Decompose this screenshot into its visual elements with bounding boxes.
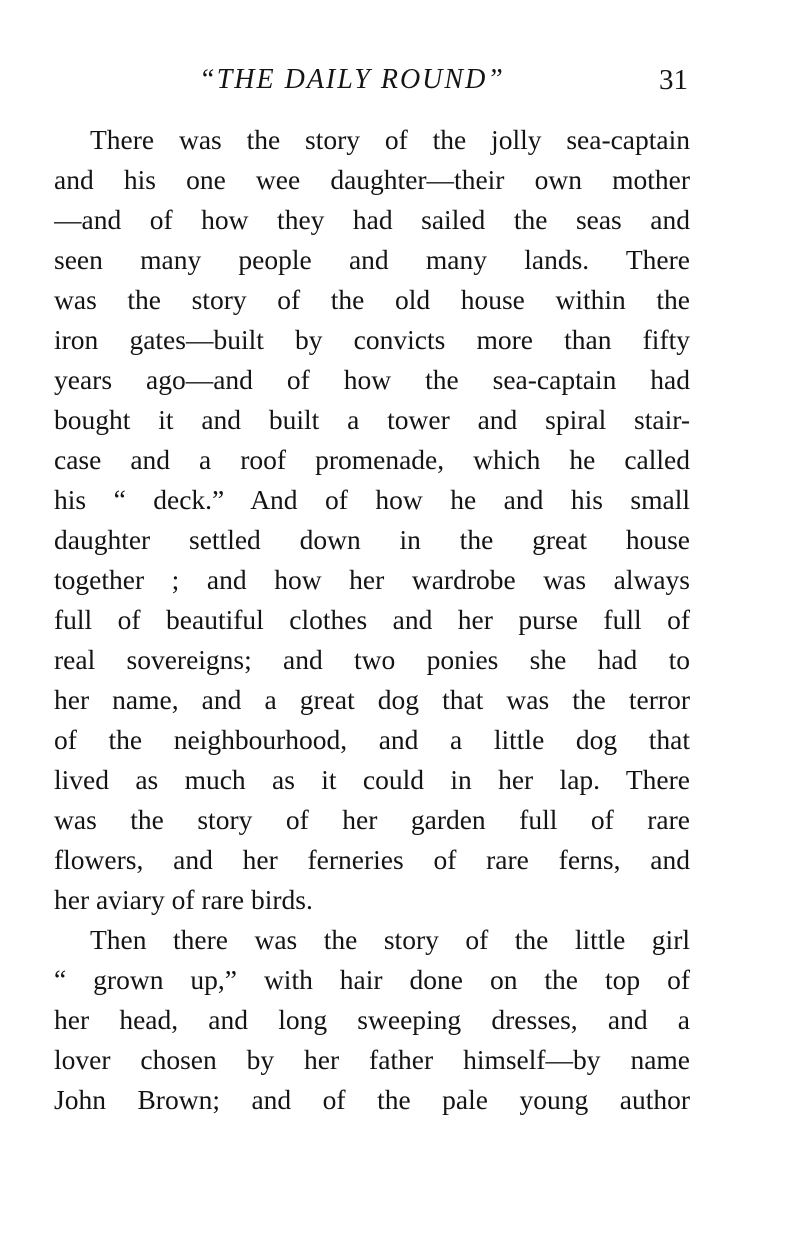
text-line: John Brown; and of the pale young author <box>54 1084 690 1115</box>
text-line: his “ deck.” And of how he and his small <box>54 484 690 515</box>
text-line: real sovereigns; and two ponies she had to <box>54 644 690 675</box>
text-line: of the neighbourhood, and a little dog that <box>54 724 690 755</box>
text-line: and his one wee daughter—their own mother <box>54 164 690 195</box>
text-line: her head, and long sweeping dresses, and a <box>54 1004 690 1035</box>
text-line: her name, and a great dog that was the terror <box>54 684 690 715</box>
text-line: iron gates—built by convicts more than fifty <box>54 324 690 355</box>
page-header <box>54 60 690 100</box>
text-line: case and a roof promenade, which he called <box>54 444 690 475</box>
paragraph-last-line: her aviary of rare birds. <box>54 884 313 915</box>
text-line: There was the story of the jolly sea-captain <box>90 124 690 155</box>
text-line: was the story of her garden full of rare <box>54 804 690 835</box>
body-text <box>54 120 690 1120</box>
text-line: “ grown up,” with hair done on the top of <box>54 964 690 995</box>
text-line: Then there was the story of the little girl <box>90 924 690 955</box>
text-line: bought it and built a tower and spiral stair- <box>54 404 690 435</box>
page-number: 31 <box>659 64 688 96</box>
text-line: daughter settled down in the great house <box>54 524 690 555</box>
text-line: flowers, and her ferneries of rare ferns, and <box>54 844 690 875</box>
text-line: together ; and how her wardrobe was always <box>54 564 690 595</box>
text-line: lived as much as it could in her lap. There <box>54 764 690 795</box>
text-line: —and of how they had sailed the seas and <box>54 204 690 235</box>
text-line: was the story of the old house within the <box>54 284 690 315</box>
running-title: “THE DAILY ROUND” <box>199 64 505 95</box>
text-line: seen many people and many lands. There <box>54 244 690 275</box>
text-line: lover chosen by her father himself—by name <box>54 1044 690 1075</box>
text-line: years ago—and of how the sea-captain had <box>54 364 690 395</box>
text-line: full of beautiful clothes and her purse full of <box>54 604 690 635</box>
